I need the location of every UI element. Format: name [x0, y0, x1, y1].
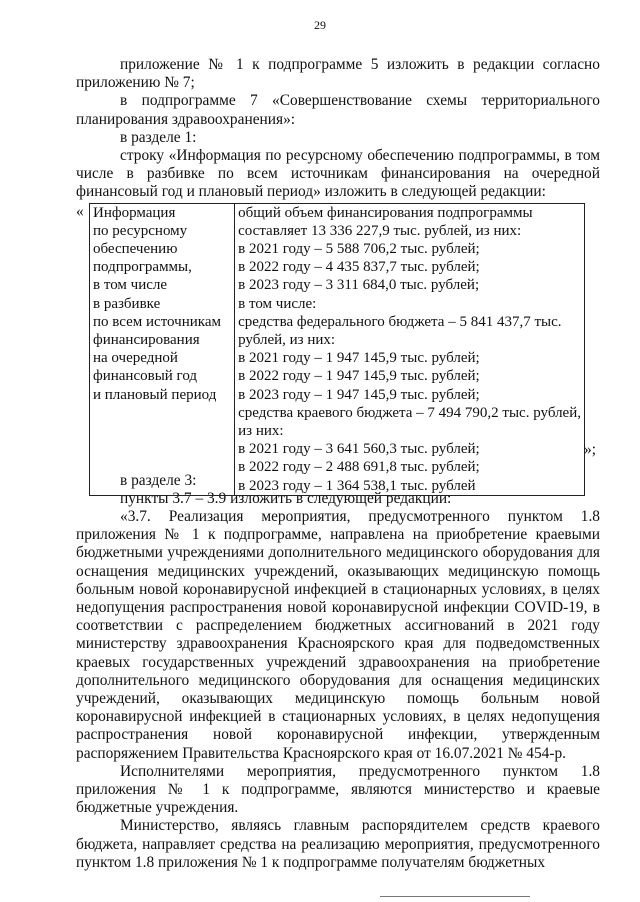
- paragraph-item-3-7: «3.7. Реализация мероприятия, предусмотренного пунктом 1.8 приложения № 1 к подпрограмме, направлена на приобретение краевыми бюджетными учреждениями дополнительного медицинского оборудования для оснащения медицинских учреждений, оказывающих медицинскую помощь больным новой коронавирусной инфекцией в стационарных условиях, в целях недопущения распространения новой коронавирусной инфекции COVID-19, в соответствии с распределением бюджетных ассигнований в 2021 году министерству здравоохранения Красноярского края для подведомственных краевых государственных учреждений здравоохранения на приобретение дополнительного медицинского оборудования для оснащения медицинских учреждений, оказывающих медицинскую помощь больным новой коронавирусной инфекцией в стационарных условиях, в целях недопущения распространения новой коронавирусной инфекции, утвержденным распоряжением Правительства Красноярского края от 16.07.2021 № 454-р.: [76, 508, 600, 762]
- value-line: в 2022 году – 4 435 837,7 тыс. рублей;: [238, 259, 480, 276]
- value-line: средства краевого бюджета – 7 494 790,2 тыс. рублей,: [238, 404, 581, 421]
- paragraph-ministry: Министерство, являясь главным распорядителем средств краевого бюджета, направляет средства на реализацию мероприятия, предусмотренного пунктом 1.8 приложения № 1 к подпрограмме получателям бюджетных: [76, 817, 600, 871]
- label-line: Информация: [93, 204, 176, 221]
- paragraph-section-1: в разделе 1:: [120, 128, 197, 146]
- value-line: в 2023 году – 1 947 145,9 тыс. рублей;: [238, 386, 480, 403]
- paragraph-appendix-7: приложение № 1 к подпрограмме 5 изложить в редакции согласно приложению № 7;: [76, 56, 600, 92]
- label-line: в разбивке: [93, 295, 161, 312]
- value-line: в 2022 году – 1 947 145,9 тыс. рублей;: [238, 368, 480, 385]
- value-line: рублей, из них:: [238, 332, 336, 349]
- footer-rule: [380, 896, 530, 897]
- value-line: составляет 13 336 227,9 тыс. рублей, из них:: [238, 222, 522, 239]
- label-line: по всем источникам: [93, 313, 221, 330]
- label-line: в том числе: [93, 277, 168, 294]
- document-body: [76, 56, 600, 872]
- value-line: в 2021 году – 3 641 560,3 тыс. рублей;: [238, 441, 480, 458]
- paragraph-items-3-7-3-9: пункты 3.7 – 3.9 изложить в следующей редакции:: [120, 489, 452, 507]
- paragraph-subprogram-7: в подпрограмме 7 «Совершенствование схемы территориального планирования здравоохранения»:: [76, 92, 600, 128]
- value-cell: [235, 203, 585, 495]
- table-row: [90, 203, 585, 495]
- label-line: обеспечению: [93, 241, 178, 258]
- value-line: из них:: [238, 423, 284, 440]
- value-line: общий объем финансирования подпрограммы: [238, 204, 533, 221]
- paragraph-row-statement: строку «Информация по ресурсному обеспечению подпрограммы, в том числе в разбивке по всем источникам финансирования на очередной финансовый год и плановый период» изложить в следующей редакции:: [76, 147, 600, 201]
- quote-close: »;: [584, 440, 596, 458]
- label-line: и плановый период: [93, 386, 217, 403]
- label-line: подпрограммы,: [93, 259, 192, 276]
- value-line: в 2023 году – 3 311 684,0 тыс. рублей;: [238, 277, 480, 294]
- value-line: в том числе:: [238, 295, 317, 312]
- page-number: 29: [314, 18, 326, 32]
- resource-table: [89, 203, 585, 496]
- quote-open: «: [76, 202, 84, 220]
- paragraph-section-3: в разделе 3:: [120, 471, 197, 489]
- value-line: в 2021 году – 1 947 145,9 тыс. рублей;: [238, 350, 480, 367]
- value-line: в 2021 году – 5 588 706,2 тыс. рублей;: [238, 241, 480, 258]
- label-line: по ресурсному: [93, 222, 188, 239]
- value-line: в 2023 году – 1 364 538,1 тыс. рублей: [238, 477, 476, 494]
- paragraph-executors: Исполнителями мероприятия, предусмотренного пунктом 1.8 приложения № 1 к подпрограмме, являются министерство и краевые бюджетные учреждения.: [76, 762, 600, 817]
- label-cell: [90, 203, 235, 495]
- label-line: финансовый год: [93, 368, 198, 385]
- value-line: в 2022 году – 2 488 691,8 тыс. рублей;: [238, 459, 480, 476]
- label-line: финансирования: [93, 332, 200, 349]
- label-line: на очередной: [93, 350, 178, 367]
- value-line: средства федерального бюджета – 5 841 437,7 тыс.: [238, 313, 562, 330]
